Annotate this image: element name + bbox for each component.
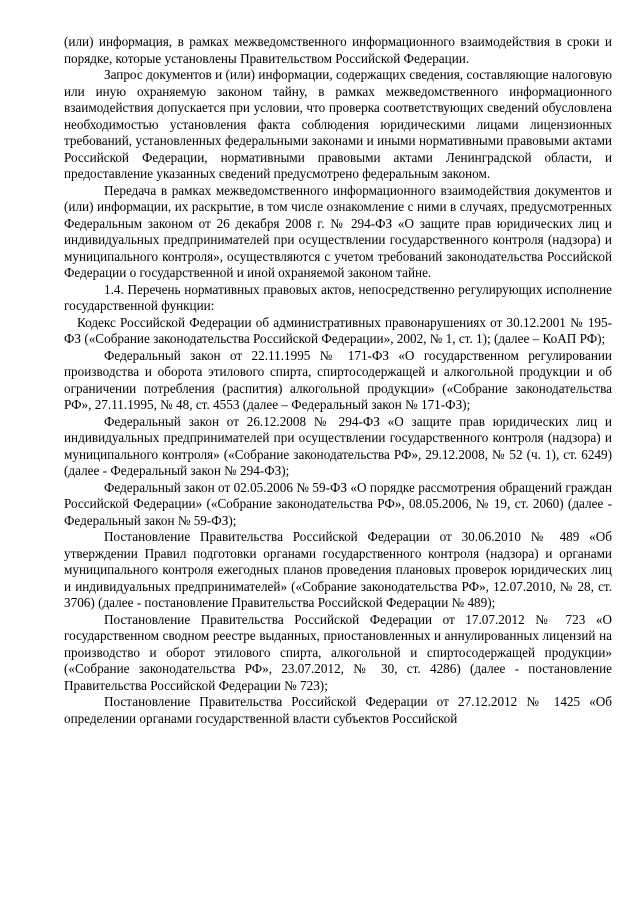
paragraph-resolution-723: Постановление Правительства Российской Федерации от 17.07.2012 № 723 «О государственном сводном реестре выданных, приостановленных и аннулированных лицензий на производство и оборот этилового спирта, алкогольной и спиртосодержащей продукции» («Собрание законодательства РФ», 23.07.2012, № 30, ст. 4286) (далее - постановление Правительства Российской Федерации № 723); xyxy=(64,611,612,693)
paragraph-tax-secret-request: Запрос документов и (или) информации, содержащих сведения, составляющие налоговую или иную охраняемую законом тайну, в рамках межведомственного информационного взаимодействия допускается при условии, что проверка соответствующих сведений обусловлена необходимостью установления факта соблюдения юридическими лицами лицензионных требований, установленных федеральными законами и иными нормативными правовыми актами Российской Федерации, нормативными правовыми актами Ленинградской области, и предоставление указанных сведений предусмотрено федеральным законом. xyxy=(64,67,612,181)
document-page xyxy=(64,34,612,727)
paragraph-koap: Кодекс Российской Федерации об административных правонарушениях от 30.12.2001 № 195-ФЗ («Собрание законодательства Российской Федерации», 2002, № 1, ст. 1); (далее – КоАП РФ); xyxy=(64,314,612,346)
paragraph-law-171: Федеральный закон от 22.11.1995 № 171-ФЗ «О государственном регулировании производства и оборота этилового спирта, спиртосодержащей и алкогольной продукции и об ограничении потребления (распития) алкогольной продукции» («Собрание законодательства РФ», 27.11.1995, № 48, ст. 4553 (далее – Федеральный закон № 171-ФЗ); xyxy=(64,347,612,412)
paragraph-resolution-489: Постановление Правительства Российской Федерации от 30.06.2010 № 489 «Об утверждении Правил подготовки органами государственного контроля (надзора) и органами муниципального контроля ежегодных планов проведения плановых проверок юридических лиц и индивидуальных предпринимателей» («Собрание законодательства РФ», 12.07.2010, № 28, ст. 3706) (далее - постановление Правительства Российской Федерации № 489); xyxy=(64,529,612,610)
paragraph-law-59: Федеральный закон от 02.05.2006 № 59-ФЗ «О порядке рассмотрения обращений граждан Российской Федерации» («Собрание законодательства РФ», 08.05.2006, № 19, ст. 2060) (далее - Федеральный закон № 59-ФЗ); xyxy=(64,479,612,528)
paragraph-law-294: Федеральный закон от 26.12.2008 № 294-ФЗ «О защите прав юридических лиц и индивидуальных предпринимателей при осуществлении государственного контроля (надзора) и муниципального контроля» («Собрание законодательства РФ», 29.12.2008, № 52 (ч. 1), ст. 6249) (далее - Федеральный закон № 294-ФЗ); xyxy=(64,413,612,478)
paragraph-resolution-1425: Постановление Правительства Российской Федерации от 27.12.2012 № 1425 «Об определении органами государственной власти субъектов Российской xyxy=(64,694,612,726)
paragraph-section-1-4: 1.4. Перечень нормативных правовых актов, непосредственно регулирующих исполнение государственной функции: xyxy=(64,281,612,313)
paragraph-information-transfer: Передача в рамках межведомственного информационного взаимодействия документов и (или) информации, их раскрытие, в том числе ознакомление с ними в случаях, предусмотренных Федеральным законом от 26 декабря 2008 г. № 294-ФЗ «О защите прав юридических лиц и индивидуальных предпринимателей при осуществлении государственного контроля (надзора) и муниципального контроля», осуществляются с учетом требований законодательства Российской Федерации о государственной и иной охраняемой законом тайне. xyxy=(64,182,612,280)
paragraph-continuation: (или) информация, в рамках межведомственного информационного взаимодействия в сроки и порядке, которые установлены Правительством Российской Федерации. xyxy=(64,34,612,66)
